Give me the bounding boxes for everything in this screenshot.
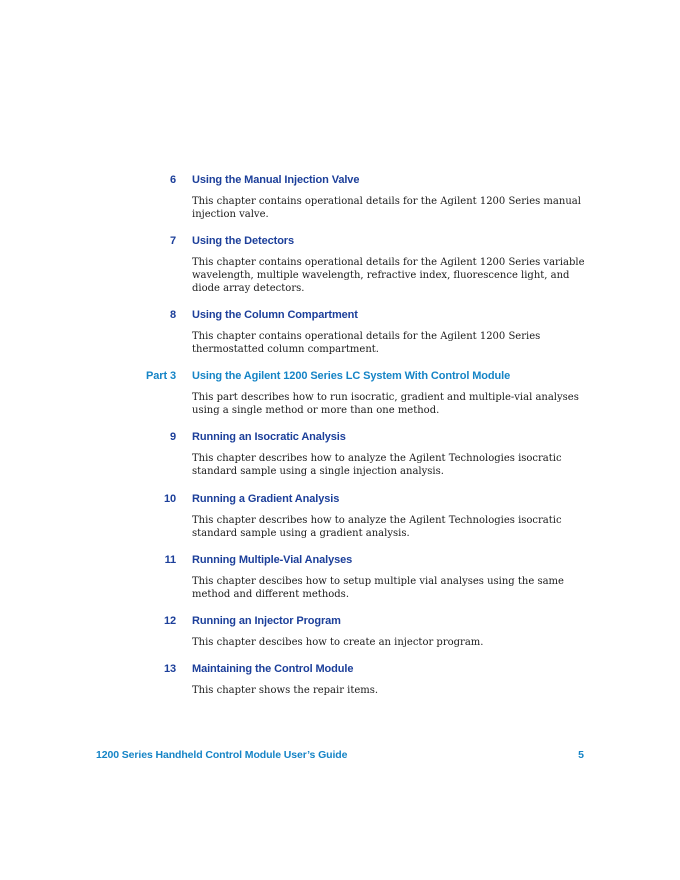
chapter-title: Maintaining the Control Module [192,663,354,675]
chapter-title: Using the Column Compartment [192,309,358,321]
chapter-number: 11 [164,554,176,566]
chapter-number: 12 [163,615,176,627]
chapter-description: This chapter contains operational details for the Agilent 1200 Series thermostatted column compartment. [192,331,541,355]
part-title: Using the Agilent 1200 Series LC System With Control Module [192,370,511,382]
chapter-description: This chapter descibes how to setup multiple vial analyses using the same method and different methods. [192,576,564,600]
chapter-number: 6 [169,174,176,186]
chapter-number: 7 [169,235,176,247]
chapter-title: Running an Isocratic Analysis [192,431,346,443]
footer-page-number: 5 [578,749,584,761]
part-description: This part describes how to run isocratic, gradient and multiple-vial analyses using a single method or more than one method. [192,392,579,416]
chapter-title: Using the Detectors [192,235,295,247]
chapter-title: Running Multiple-Vial Analyses [192,554,353,566]
chapter-description: This chapter contains operational details for the Agilent 1200 Series manual injection valve. [192,196,581,220]
chapter-description: This chapter describes how to analyze the Agilent Technologies isocratic standard sample using a gradient analysis. [192,515,562,539]
chapter-number: 9 [169,431,176,443]
chapter-number: 8 [169,309,176,321]
chapter-title: Using the Manual Injection Valve [192,174,360,186]
chapter-description: This chapter shows the repair items. [192,685,379,696]
footer-document-title: 1200 Series Handheld Control Module User’s Guide [96,749,348,761]
chapter-number: 10 [163,493,176,505]
chapter-number: 13 [163,663,176,675]
chapter-description: This chapter descibes how to create an injector program. [192,637,484,648]
part-number: Part 3 [146,370,176,382]
chapter-title: Running an Injector Program [192,615,341,627]
chapter-description: This chapter describes how to analyze the Agilent Technologies isocratic standard sample using a single injection analysis. [192,453,562,477]
chapter-title: Running a Gradient Analysis [192,493,340,505]
chapter-description: This chapter contains operational details for the Agilent 1200 Series variable wavelength, multiple wavelength, refractive index, fluorescence light, and diode array detectors. [192,257,585,294]
